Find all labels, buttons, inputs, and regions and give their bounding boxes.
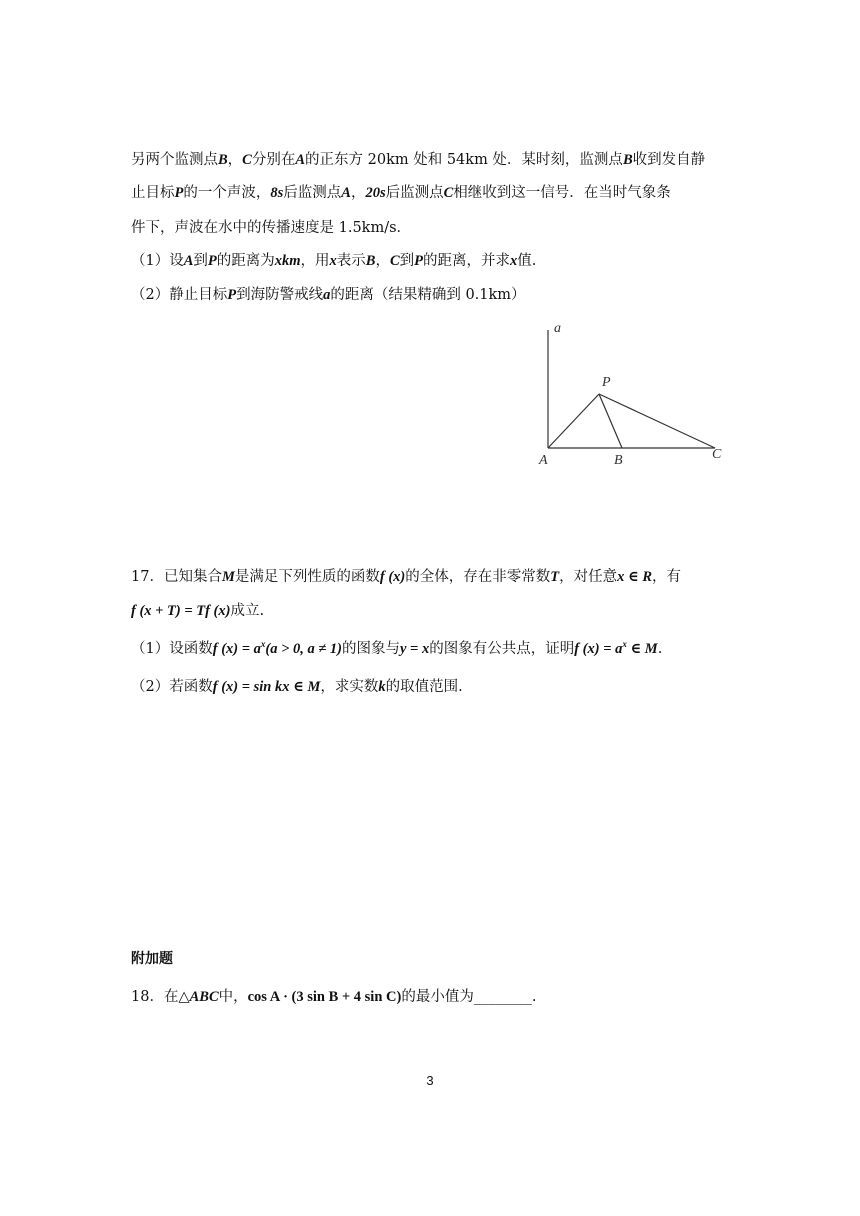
q16-part-2: （2）静止目标P到海防警戒线a的距离（结果精确到 0.1km） bbox=[131, 287, 526, 303]
q17-part-2: （2）若函数f (x) = sin kx ∈ M，求实数k的取值范围. bbox=[131, 679, 463, 695]
q17-line-2: f (x + T) = Tf (x)成立. bbox=[131, 603, 265, 619]
segment-AP bbox=[548, 394, 599, 448]
q16-part-1: （1）设A到P的距离为xkm，用x表示B，C到P的距离，并求x值. bbox=[131, 253, 537, 269]
label-B: B bbox=[614, 453, 623, 468]
page-number: 3 bbox=[426, 1073, 434, 1088]
segment-PC bbox=[599, 394, 715, 448]
extra-heading: 附加题 bbox=[131, 951, 173, 967]
q16-line-3: 件下，声波在水中的传播速度是 1.5km/s． bbox=[131, 220, 412, 236]
q17-part-1: （1）设函数f $(x) = a^x(a > 0$, a ≠ 1)的图象与y = x的图象有公共点，证明f $(x) = a^x$ ∈ M. bbox=[131, 639, 663, 657]
label-A: A bbox=[539, 453, 548, 468]
q18-line: 18．在△ABC中，cos A · (3 sin B + 4 sin C)的最小值为________. bbox=[131, 989, 537, 1005]
q16-line-2: 止目标P的一个声波，8s后监测点A，20s后监测点C相继收到这一信号．在当时气象条 bbox=[131, 185, 671, 201]
segment-PB bbox=[599, 394, 622, 448]
q17-line-1: 17．已知集合M是满足下列性质的函数f (x)的全体，存在非零常数T，对任意x ∈ R，有 bbox=[131, 569, 681, 585]
label-P: P bbox=[602, 375, 611, 390]
label-a: a bbox=[554, 321, 561, 336]
q16-line-1: 另两个监测点B，C分别在A的正东方 20km 处和 54km 处．某时刻，监测点B收到发自静 bbox=[131, 152, 706, 168]
label-C: C bbox=[712, 447, 722, 462]
geometry-figure bbox=[525, 318, 740, 473]
